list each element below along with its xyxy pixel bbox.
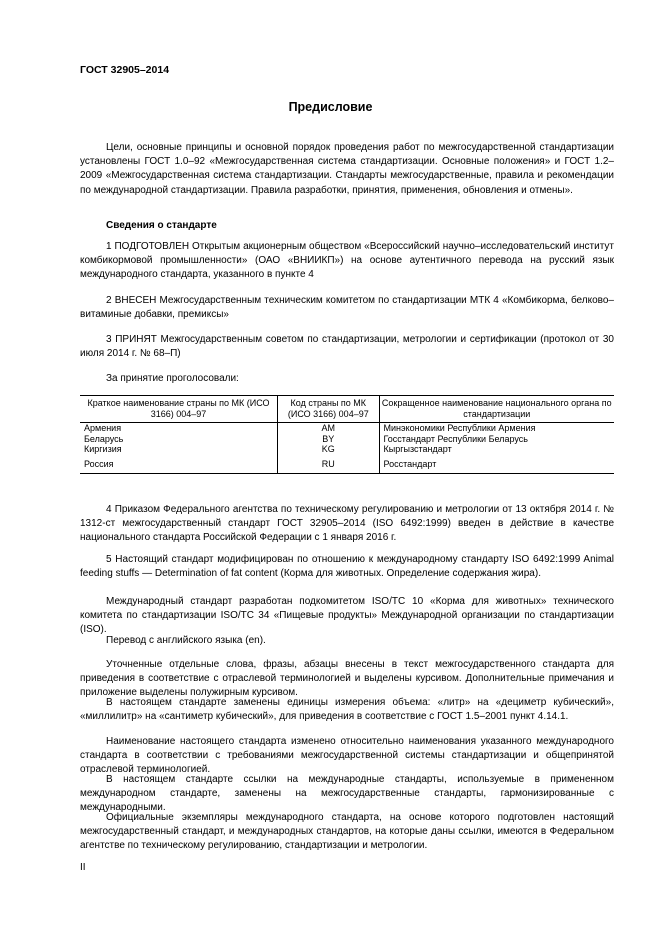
page-title: Предисловие [288, 100, 373, 114]
country-cell: Армения [84, 423, 122, 433]
code-cell: AM [278, 423, 379, 434]
table-header-row [80, 396, 614, 423]
note-paragraph-3: Наименование настоящего стандарта изменено относительно наименования указанного международного стандарта в соответствии с требованиями межгосударственной системы стандартизации и общепринятой отраслевой терминологией. [80, 736, 614, 776]
note-paragraph-2: В настоящем стандарте заменены единицы измерения объема: «литр» на «дециметр кубический», «миллилитр» на «сантиметр кубический», для приведения в соответствие с ГОСТ 1.5–2001 пункт 4.14.1. [80, 697, 614, 723]
note-paragraph-5: Официальные экземпляры международного стандарта, на основе которого подготовлен настоящий межгосударственный стандарт, и международных стандартов, на которые даны ссылки, имеются в Федеральном агентстве по техническому регулированию, стандартизации и метрологии. [80, 812, 614, 852]
item-5-translation-paragraph: Перевод с английского языка (en). [106, 635, 266, 646]
item-2-paragraph: 2 ВНЕСЕН Межгосударственным техническим комитетом по стандартизации МТК 4 «Комбикорма, белково–витаминые добавки, премиксы» [80, 295, 614, 321]
agency-cell: Росстандарт [379, 459, 614, 470]
agency-cell: Минэкономики Республики Армения [379, 423, 614, 434]
item-1-paragraph: 1 ПОДГОТОВЛЕН Открытым акционерным обществом «Всероссийский научно–исследовательский институт комбикормовой промышленности» (ОАО «ВНИИКП») на основе аутентичного перевода на русский язык международного стандарта, указанного в пункте 4 [80, 241, 614, 281]
table-row [80, 423, 614, 434]
intro-paragraph: Цели, основные принципы и основной порядок проведения работ по межгосударственной стандартизации установлены ГОСТ 1.0–92 «Межгосударственная система стандартизации. Основные положения» и ГОСТ 1.2–2009 «Межгосударственная система стандартизации. Стандарты межгосударственные, правила и рекомендации по международной стандартизации. Правила разработки, принятия, применения, обновления и отмены». [80, 142, 614, 196]
code-cell: RU [278, 459, 379, 470]
code-cell: BY [278, 434, 379, 445]
country-cell: Россия [84, 458, 114, 469]
item-3-paragraph: 3 ПРИНЯТ Межгосударственным советом по стандартизации, метрологии и сертификации (протокол от 30 июля 2014 г. № 68–П) [80, 334, 614, 360]
code-cell: KG [278, 444, 379, 455]
column-header-agency: Сокращенное наименование национального органа по стандартизации [379, 396, 614, 423]
section-heading: Сведения о стандарте [106, 220, 217, 231]
agency-cell: Кыргызстандарт [379, 444, 614, 455]
item-5-paragraph: 5 Настоящий стандарт модифицирован по отношению к международному стандарту ISO 6492:1999 Animal feeding stuffs — Determination of fat content (Корма для животных. Определение содержания жира). [80, 554, 614, 580]
table-row [80, 444, 614, 455]
item-4-paragraph: 4 Приказом Федерального агентства по техническому регулированию и метрологии от 13 октября 2014 г. № 1312-ст межгосударственный стандарт ГОСТ 32905–2014 (ISO 6492:1999) введен в действие в качестве национального стандарта Российской Федерации с 1 января 2016 г. [80, 504, 614, 544]
note-paragraph-4: В настоящем стандарте ссылки на международные стандарты, используемые в примененном международном стандарте, заменены на межгосударственные стандарты, гармонизированные с международными. [80, 774, 614, 814]
voting-label: За принятие проголосовали: [106, 373, 239, 384]
note-paragraph-1: Уточненные отдельные слова, фразы, абзацы внесены в текст межгосударственного стандарта для приведения в соответствие с отраслевой терминологией и выделены курсивом. Дополнительные примечания и приложение выделены полужирным курсивом. [80, 659, 614, 699]
column-header-code: Код страны по МК (ИСО 3166) 004–97 [278, 396, 379, 423]
table-row [80, 459, 614, 470]
country-cell: Беларусь [84, 433, 124, 444]
column-header-country: Краткое наименование страны по МК (ИСО 3166) 004–97 [80, 396, 278, 423]
voting-countries-table [80, 395, 614, 474]
table-spacer-row [80, 469, 614, 474]
item-5-developer-paragraph: Международный стандарт разработан подкомитетом ISO/TC 10 «Корма для животных» технического комитета по стандартизации ISO/TC 34 «Пищевые продукты» Международной организации по стандартизации (ISO). [80, 596, 614, 636]
table-row [80, 434, 614, 445]
country-cell: Киргизия [84, 444, 122, 454]
document-code-header: ГОСТ 32905–2014 [80, 64, 170, 76]
agency-cell: Госстандарт Республики Беларусь [379, 434, 614, 445]
page-number: II [80, 862, 86, 873]
